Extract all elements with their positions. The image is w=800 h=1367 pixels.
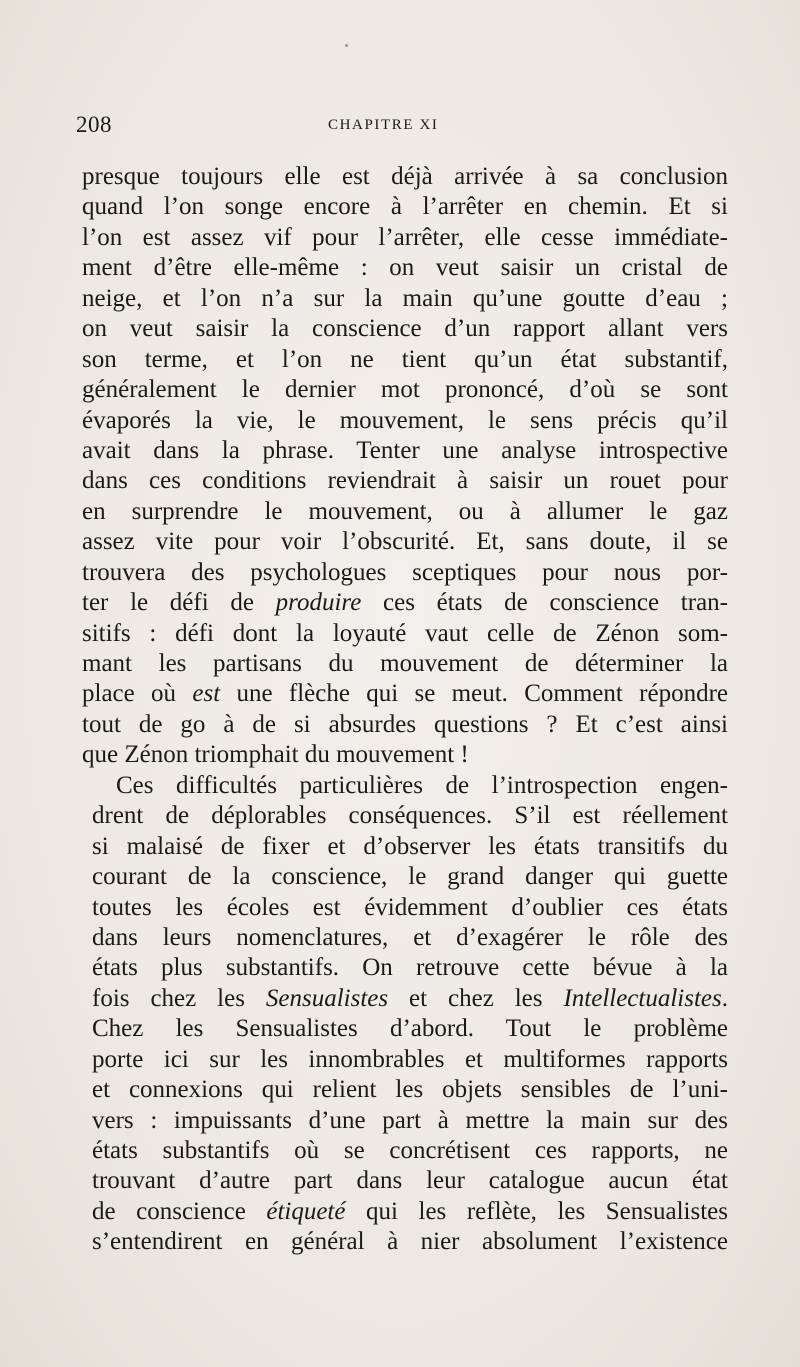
- text-line: trouvera des psychologues sceptiques pour nous por-: [82, 558, 728, 586]
- text-line: mant les partisans du mouvement de déterminer la: [82, 650, 728, 677]
- text-line: toutes les écoles est évidemment d’oublier ces états: [92, 893, 728, 921]
- italic-word: produire: [275, 589, 362, 617]
- text-line: ment d’être elle-même : on veut saisir un cristal de: [82, 254, 728, 282]
- text-line: états plus substantifs. On retrouve cette bévue à la: [92, 954, 728, 982]
- text-segment: de conscience: [92, 1197, 267, 1225]
- text-segment: ces états de conscience tran-: [361, 589, 728, 617]
- text-line: [82, 679, 728, 709]
- italic-word: étiqueté: [266, 1197, 346, 1225]
- text-line: Chez les Sensualistes d’abord. Tout le problème: [92, 1015, 728, 1043]
- text-line: dans ces conditions reviendrait à saisir un rouet pour: [82, 467, 728, 495]
- text-line: évaporés la vie, le mouvement, le sens précis qu’il: [82, 406, 728, 434]
- text-line: en surprendre le mouvement, ou à allumer le gaz: [82, 497, 728, 525]
- text-line: [82, 1197, 728, 1227]
- text-line: vers : impuissants d’une part à mettre la main sur des: [92, 1106, 728, 1134]
- text-line: quand l’on songe encore à l’arrêter en chemin. Et si: [82, 193, 728, 221]
- text-line: dans leurs nomenclatures, et d’exagérer le rôle des: [92, 923, 728, 951]
- text-segment: .: [721, 984, 728, 1012]
- text-line: généralement le dernier mot prononcé, d’où se sont: [82, 376, 728, 404]
- text-segment: place où: [82, 680, 193, 708]
- text-line: [82, 588, 728, 618]
- text-line: porte ici sur les innombrables et multiformes rapports: [92, 1045, 728, 1073]
- text-line: assez vite pour voir l’obscurité. Et, sans doute, il se: [82, 528, 728, 556]
- text-line: neige, et l’on n’a sur la main qu’une goutte d’eau ;: [82, 284, 728, 312]
- text-line: Ces difficultés particulières de l’introspection engen-: [116, 771, 728, 799]
- text-line: si malaisé de fixer et d’observer les états transitifs du: [92, 832, 728, 860]
- text-line: son terme, et l’on ne tient qu’un état substantif,: [82, 345, 728, 373]
- text-segment: fois chez les: [92, 984, 266, 1012]
- text-line: l’on est assez vif pour l’arrêter, elle cesse immédiate-: [82, 223, 728, 251]
- text-segment: ter le défi de: [82, 589, 276, 617]
- text-line: presque toujours elle est déjà arrivée à sa conclusion: [82, 163, 728, 190]
- text-line: états substantifs où se concrétisent ces rapports, ne: [92, 1137, 728, 1164]
- running-head: [76, 112, 728, 142]
- text-line: s’entendirent en général à nier absolument l’existence: [92, 1228, 728, 1256]
- text-line: [82, 984, 728, 1014]
- body-text: [82, 162, 728, 1258]
- italic-word: Intellectualistes: [563, 984, 722, 1012]
- italic-word: est: [192, 680, 221, 708]
- text-segment: qui les reflète, les Sensualistes: [345, 1197, 728, 1225]
- text-segment: et chez les: [388, 984, 564, 1012]
- printing-dot: [345, 44, 348, 47]
- text-line: que Zénon triomphait du mouvement !: [82, 741, 469, 769]
- text-line: avait dans la phrase. Tenter une analyse introspective: [82, 436, 728, 464]
- text-line: sitifs : défi dont la loyauté vaut celle de Zénon som-: [82, 619, 728, 647]
- italic-word: Sensualistes: [265, 984, 389, 1012]
- text-line: tout de go à de si absurdes questions ? Et c’est ainsi: [82, 710, 728, 738]
- text-line: et connexions qui relient les objets sensibles de l’uni-: [92, 1076, 728, 1104]
- text-line: on veut saisir la conscience d’un rapport allant vers: [82, 315, 728, 343]
- text-line: trouvant d’autre part dans leur catalogue aucun état: [92, 1167, 728, 1195]
- text-segment: une flèche qui se meut. Comment répondre: [220, 680, 728, 708]
- text-line: drent de déplorables conséquences. S’il est réellement: [92, 802, 728, 830]
- chapter-title: CHAPITRE XI: [328, 117, 439, 133]
- text-line: courant de la conscience, le grand danger qui guette: [92, 863, 728, 891]
- page-number: 208: [76, 112, 112, 137]
